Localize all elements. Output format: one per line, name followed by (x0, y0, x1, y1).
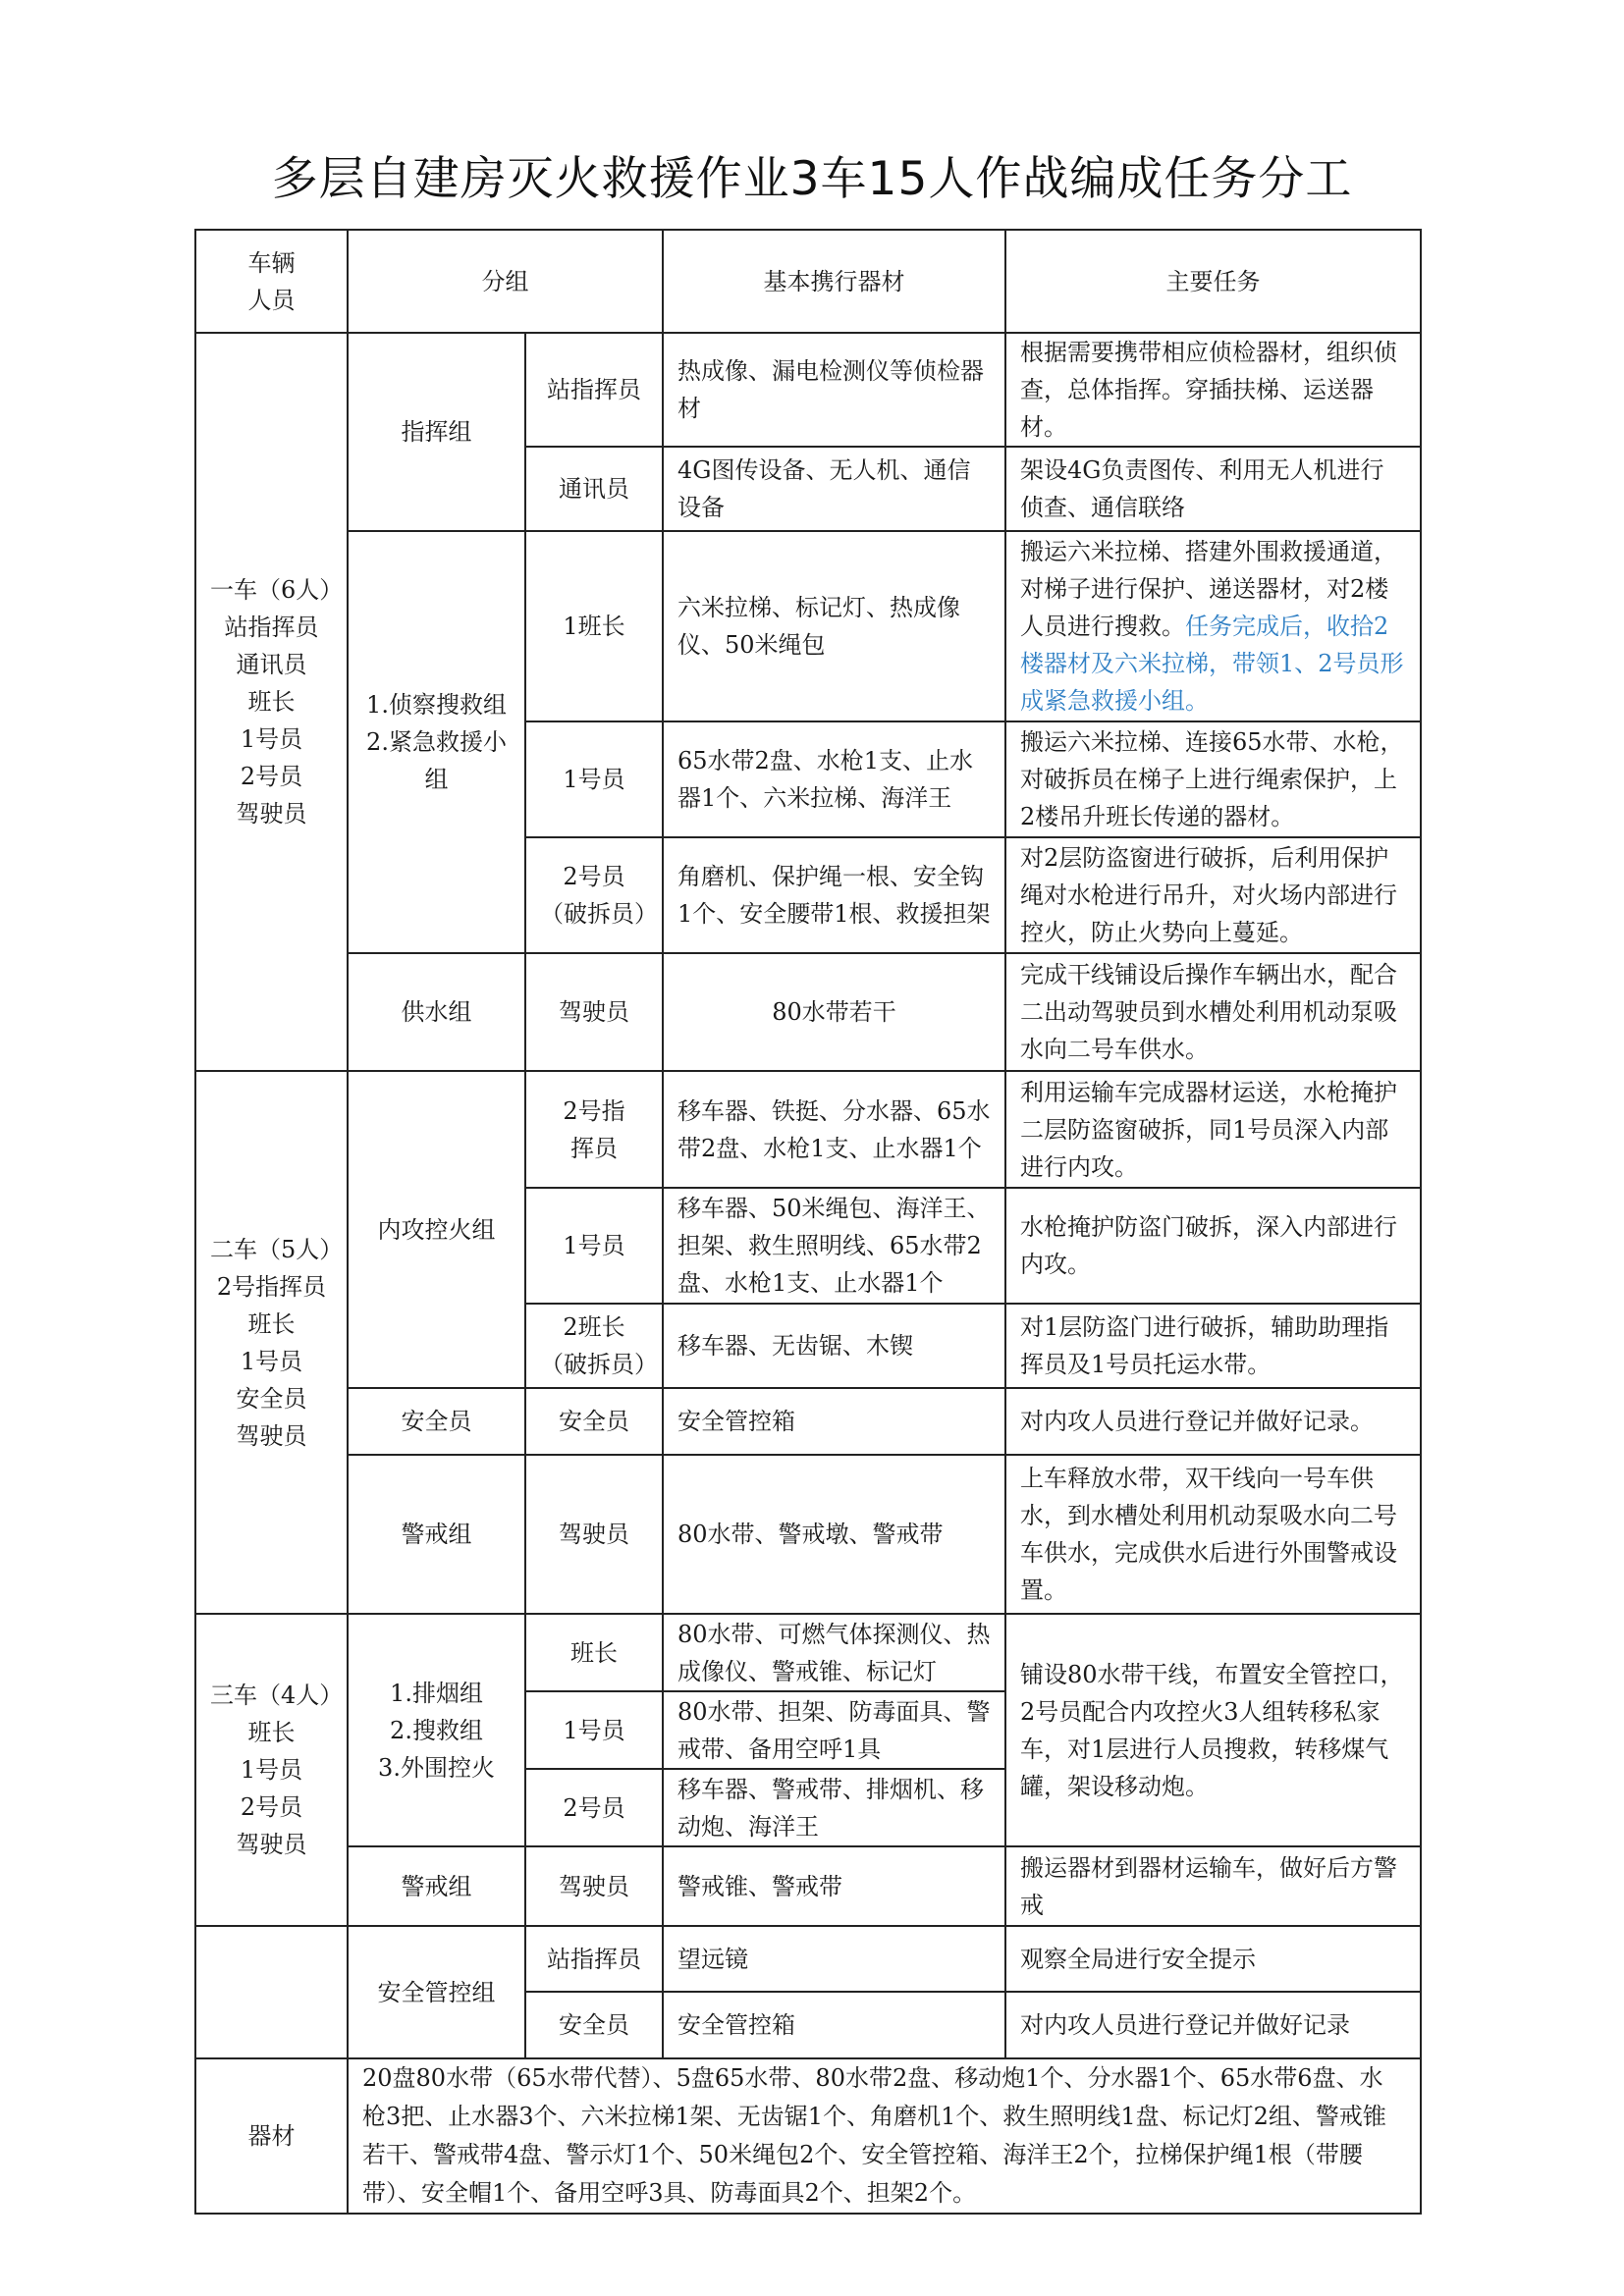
truck1-label: 一车（6人） 站指挥员 通讯员 班长 1号员 2号员 驾驶员 (195, 333, 348, 1071)
equipment-cell: 移车器、警戒带、排烟机、移动炮、海洋王 (663, 1769, 1005, 1846)
truck2-attack-group: 内攻控火组 (348, 1071, 525, 1388)
role-cell: 班长 (525, 1614, 663, 1691)
equipment-cell: 望远镜 (663, 1926, 1005, 1992)
task-cell: 根据需要携带相应侦检器材，组织侦查，总体指挥。穿插扶梯、运送器材。 (1005, 333, 1421, 447)
role-cell: 2号员 (525, 1769, 663, 1846)
role-cell: 1班长 (525, 531, 663, 721)
equipment-cell: 六米拉梯、标记灯、热成像仪、50米绳包 (663, 531, 1005, 721)
task-highlight: 任务完成后，收拾2楼器材及六米拉梯，带领1、2号员形成紧急救援小组。 (1020, 613, 1404, 715)
page-title: 多层自建房灭火救援作业3车15人作战编成任务分工 (271, 152, 1353, 206)
truck2-safety-group: 安全员 (348, 1388, 525, 1455)
equipment-cell: 80水带、担架、防毒面具、警戒带、备用空呼1具 (663, 1691, 1005, 1769)
role-cell: 2班长（破拆员） (525, 1304, 663, 1388)
equipment-cell: 警戒锥、警戒带 (663, 1846, 1005, 1926)
header-equipment: 基本携行器材 (663, 230, 1005, 333)
role-cell: 驾驶员 (525, 1846, 663, 1926)
equipment-cell: 移车器、50米绳包、海洋王、担架、救生照明线、65水带2盘、水枪1支、止水器1个 (663, 1188, 1005, 1304)
truck3-guard-group: 警戒组 (348, 1846, 525, 1926)
role-cell: 2号员（破拆员） (525, 837, 663, 953)
task-cell: 对内攻人员进行登记并做好记录。 (1005, 1388, 1421, 1455)
equipment-row-text: 20盘80水带（65水带代替）、5盘65水带、80水带2盘、移动炮1个、分水器1个、65水带6盘、水枪3把、止水器3个、六米拉梯1架、无齿锯1个、角磨机1个、救生照明线1盘、标记灯2组、警戒锥若干、警戒带4盘、警示灯1个、50米绳包2个、安全管控箱、海洋王2个，拉梯保护绳1根（带腰带）、安全帽1个、备用空呼3具、防毒面具2个、担架2个。 (348, 2058, 1421, 2214)
task-text: 搬运六米拉梯、搭建外围救援通道，对梯子进行保护、递送器材，对2楼人员进行搜救。 (1020, 538, 1397, 640)
table-row (195, 1926, 1421, 1992)
task-cell: 架设4G负责图传、利用无人机进行侦查、通信联络 (1005, 447, 1421, 531)
role-cell: 2号指挥员 (525, 1071, 663, 1188)
table-row (195, 1071, 1421, 1188)
table-row (195, 1614, 1421, 1691)
equipment-cell: 安全管控箱 (663, 1992, 1005, 2058)
table-row (195, 1846, 1421, 1926)
task-cell: 上车释放水带，双干线向一号车供水，到水槽处利用机动泵吸水向二号车供水，完成供水后进行外围警戒设置。 (1005, 1455, 1421, 1614)
task-table (194, 229, 1422, 2215)
equipment-cell: 移车器、铁挺、分水器、65水带2盘、水枪1支、止水器1个 (663, 1071, 1005, 1188)
truck1-recon-group: 1.侦察搜救组 2.紧急救援小组 (348, 531, 525, 953)
task-cell: 搬运六米拉梯、连接65水带、水枪，对破拆员在梯子上进行绳索保护，上2楼吊升班长传递的器材。 (1005, 721, 1421, 837)
header-task: 主要任务 (1005, 230, 1421, 333)
equipment-cell: 4G图传设备、无人机、通信设备 (663, 447, 1005, 531)
equipment-cell: 80水带、可燃气体探测仪、热成像仪、警戒锥、标记灯 (663, 1614, 1005, 1691)
table-row (195, 1388, 1421, 1455)
task-cell: 搬运器材到器材运输车，做好后方警戒 (1005, 1846, 1421, 1926)
table-header-row (195, 230, 1421, 333)
role-cell: 安全员 (525, 1388, 663, 1455)
task-cell (1005, 531, 1421, 721)
truck2-guard-group: 警戒组 (348, 1455, 525, 1614)
equipment-row-label: 器材 (195, 2058, 348, 2214)
equipment-cell: 65水带2盘、水枪1支、止水器1个、六米拉梯、海洋王 (663, 721, 1005, 837)
role-cell: 1号员 (525, 1691, 663, 1769)
equipment-cell: 热成像、漏电检测仪等侦检器材 (663, 333, 1005, 447)
table-row (195, 333, 1421, 447)
equipment-cell: 安全管控箱 (663, 1388, 1005, 1455)
role-cell: 站指挥员 (525, 333, 663, 447)
role-cell: 驾驶员 (525, 953, 663, 1071)
table-row (195, 1455, 1421, 1614)
role-cell: 驾驶员 (525, 1455, 663, 1614)
equipment-cell: 移车器、无齿锯、木锲 (663, 1304, 1005, 1388)
truck1-water-group: 供水组 (348, 953, 525, 1071)
equipment-cell: 角磨机、保护绳一根、安全钩1个、安全腰带1根、救援担架 (663, 837, 1005, 953)
header-vehicle: 车辆 人员 (195, 230, 348, 333)
role-cell: 站指挥员 (525, 1926, 663, 1992)
task-cell: 利用运输车完成器材运送，水枪掩护二层防盗窗破拆，同1号员深入内部进行内攻。 (1005, 1071, 1421, 1188)
task-cell: 铺设80水带干线，布置安全管控口，2号员配合内攻控火3人组转移私家车，对1层进行人员搜救，转移煤气罐，架设移动炮。 (1005, 1614, 1421, 1846)
table-row (195, 953, 1421, 1071)
table-row (195, 2058, 1421, 2214)
safety-control-group: 安全管控组 (348, 1926, 525, 2058)
task-cell: 对1层防盗门进行破拆，辅助助理指挥员及1号员托运水带。 (1005, 1304, 1421, 1388)
task-cell: 观察全局进行安全提示 (1005, 1926, 1421, 1992)
role-cell: 1号员 (525, 721, 663, 837)
role-cell: 通讯员 (525, 447, 663, 531)
task-cell: 完成干线铺设后操作车辆出水，配合二出动驾驶员到水槽处利用机动泵吸水向二号车供水。 (1005, 953, 1421, 1071)
equipment-cell: 80水带、警戒墩、警戒带 (663, 1455, 1005, 1614)
role-cell: 安全员 (525, 1992, 663, 2058)
truck2-label: 二车（5人） 2号指挥员 班长 1号员 安全员 驾驶员 (195, 1071, 348, 1614)
empty-cell (195, 1926, 348, 2058)
truck3-label: 三车（4人） 班长 1号员 2号员 驾驶员 (195, 1614, 348, 1926)
header-group: 分组 (348, 230, 663, 333)
task-cell: 水枪掩护防盗门破拆，深入内部进行内攻。 (1005, 1188, 1421, 1304)
truck1-command-group: 指挥组 (348, 333, 525, 531)
role-cell: 1号员 (525, 1188, 663, 1304)
task-cell: 对2层防盗窗进行破拆，后利用保护绳对水枪进行吊升，对火场内部进行控火，防止火势向上蔓延。 (1005, 837, 1421, 953)
table-row (195, 531, 1421, 721)
task-cell: 对内攻人员进行登记并做好记录 (1005, 1992, 1421, 2058)
equipment-cell: 80水带若干 (663, 953, 1005, 1071)
truck3-groups: 1.排烟组 2.搜救组 3.外围控火 (348, 1614, 525, 1846)
